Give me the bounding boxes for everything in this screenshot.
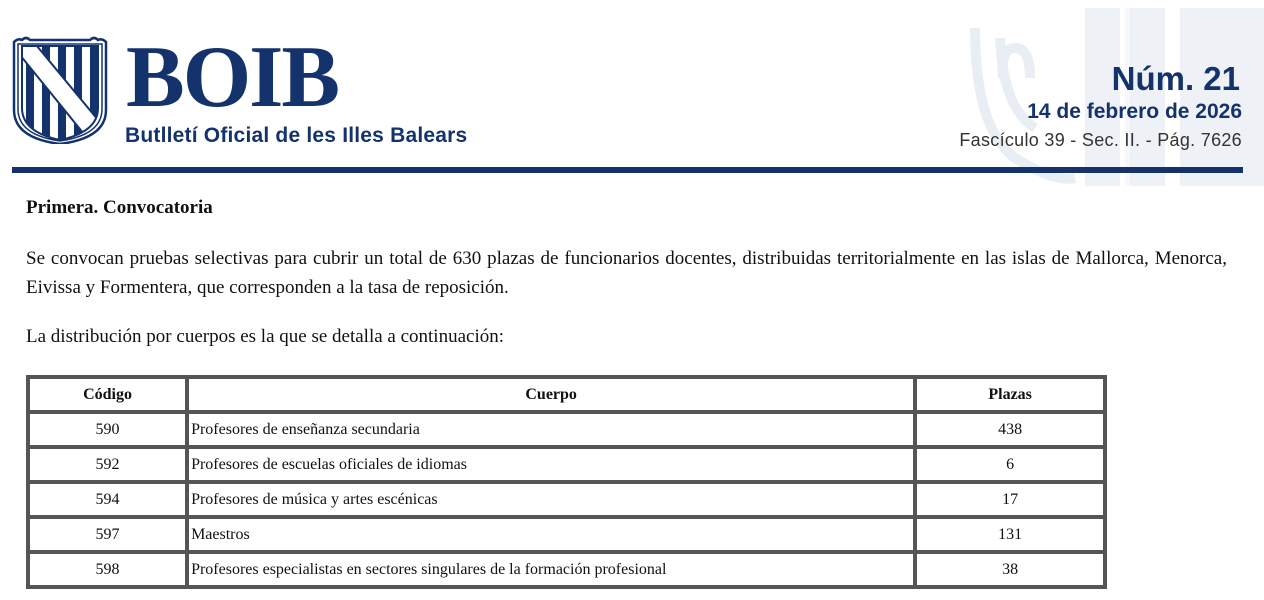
boib-logo-text: BOIB xyxy=(126,29,339,126)
cell-cuerpo: Profesores de enseñanza secundaria xyxy=(187,412,915,447)
convocatoria-paragraph: Se convocan pruebas selectivas para cubrir un total de 630 plazas de funcionarios docentes, distribuidas territorialmente en las islas de Mallorca, Menorca, Eivissa y Formentera, que corresponden a la tasa de reposición. xyxy=(26,248,1227,298)
plazas-table xyxy=(26,375,1107,589)
cell-codigo: 592 xyxy=(28,447,187,482)
column-header-plazas: Plazas xyxy=(915,377,1105,412)
cell-cuerpo: Profesores de escuelas oficiales de idiomas xyxy=(187,447,915,482)
table-row xyxy=(28,482,1105,517)
cell-plazas: 38 xyxy=(915,552,1105,587)
column-header-codigo: Código xyxy=(28,377,187,412)
distribution-intro: La distribución por cuerpos es la que se detalla a continuación: xyxy=(26,326,505,347)
cell-plazas: 6 xyxy=(915,447,1105,482)
cell-codigo: 598 xyxy=(28,552,187,587)
table-row xyxy=(28,412,1105,447)
cell-plazas: 17 xyxy=(915,482,1105,517)
cell-cuerpo: Profesores de música y artes escénicas xyxy=(187,482,915,517)
issue-date: 14 de febrero de 2026 xyxy=(1027,100,1242,123)
section-title: Primera. Convocatoria xyxy=(26,197,213,218)
cell-cuerpo: Maestros xyxy=(187,517,915,552)
column-header-cuerpo: Cuerpo xyxy=(187,377,915,412)
table-row xyxy=(28,552,1105,587)
boib-logo-subtitle: Butlletí Oficial de les Illes Balears xyxy=(125,124,468,147)
issue-reference: Fascículo 39 - Sec. II. - Pág. 7626 xyxy=(959,130,1242,150)
cell-codigo: 590 xyxy=(28,412,187,447)
cell-plazas: 131 xyxy=(915,517,1105,552)
table-row xyxy=(28,517,1105,552)
header-divider xyxy=(12,167,1243,173)
cell-codigo: 594 xyxy=(28,482,187,517)
cell-plazas: 438 xyxy=(915,412,1105,447)
table-row xyxy=(28,447,1105,482)
table-header-row xyxy=(28,377,1105,412)
balearic-shield-icon xyxy=(12,36,108,144)
issue-number: Núm. 21 xyxy=(1111,60,1240,97)
cell-cuerpo: Profesores especialistas en sectores singulares de la formación profesional xyxy=(187,552,915,587)
cell-codigo: 597 xyxy=(28,517,187,552)
document-header xyxy=(0,0,1264,186)
